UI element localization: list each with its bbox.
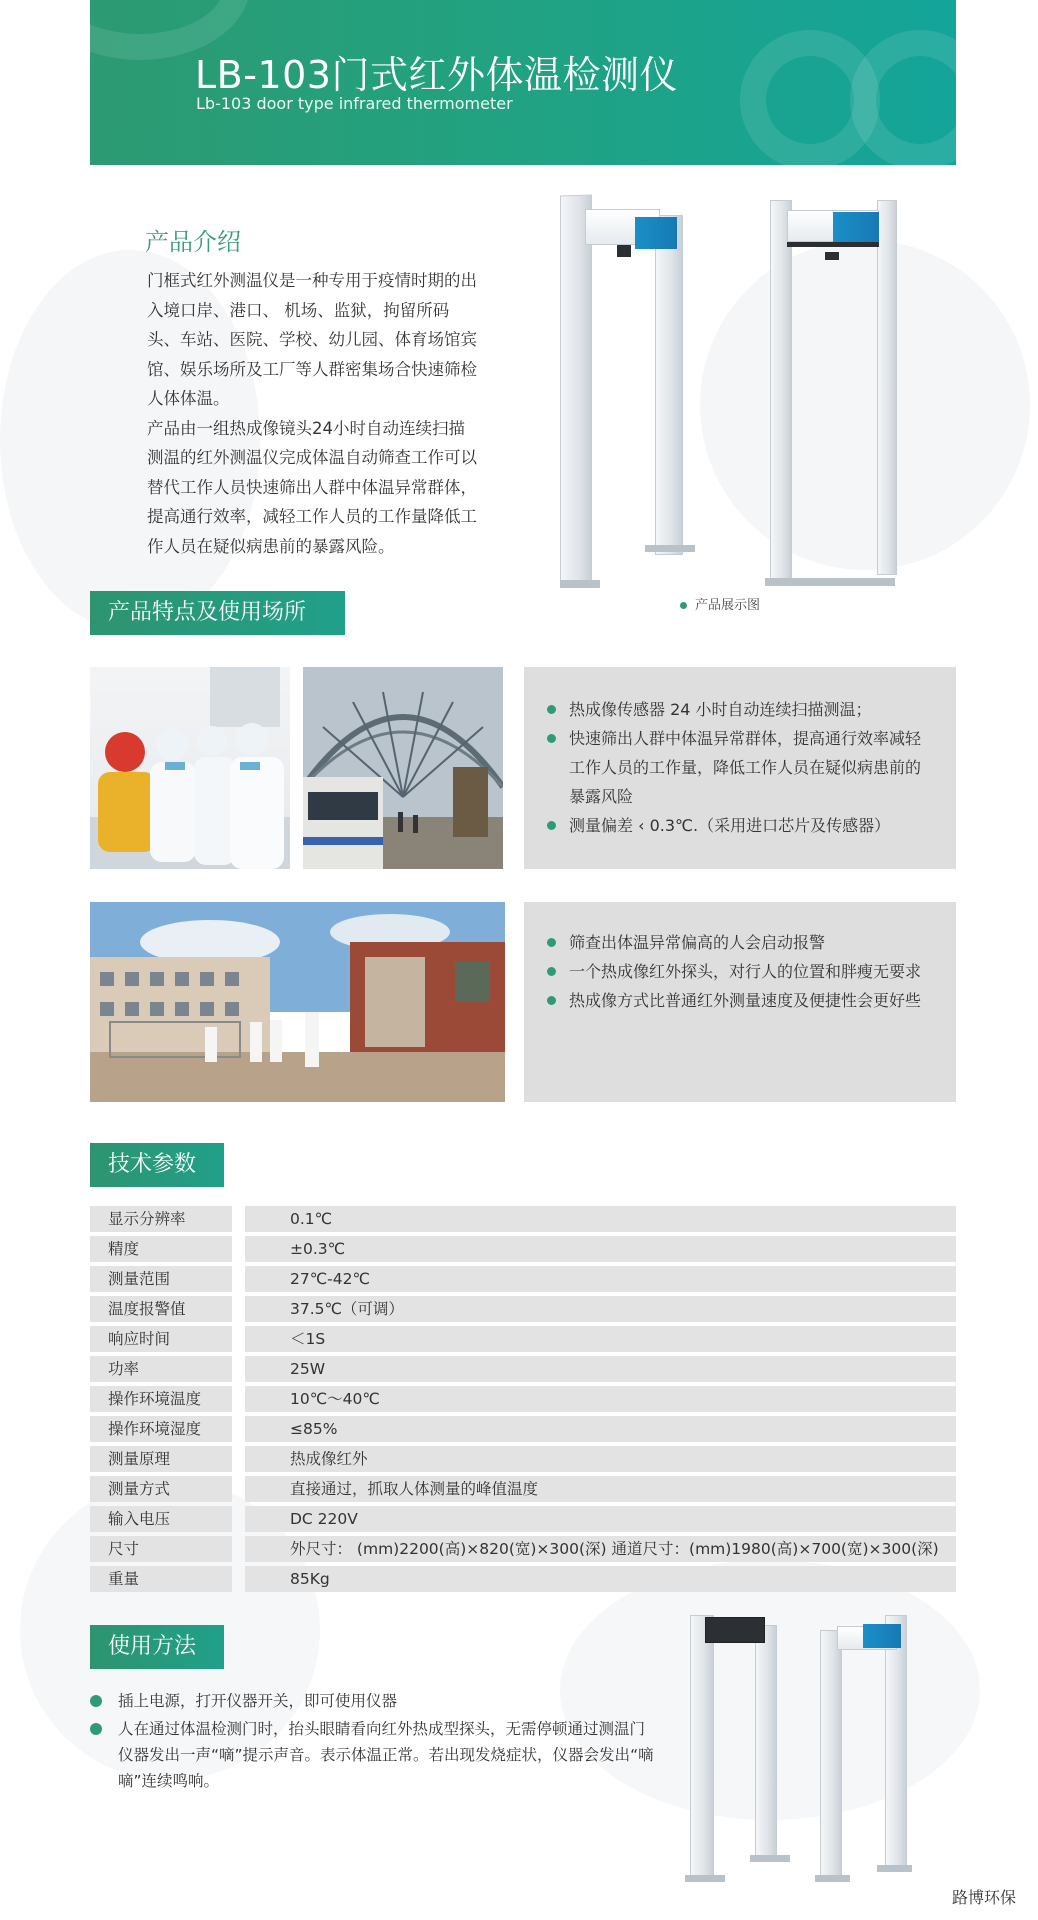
spec-row: 输入电压 DC 220V bbox=[90, 1504, 956, 1534]
feature-item: 热成像传感器 24 小时自动连续扫描测温； bbox=[545, 695, 935, 724]
intro-paragraph-2: 产品由一组热成像镜头24小时自动连续扫描测温的红外测温仪完成体温自动筛查工作可以替代工作人员快速筛出人群中体温异常群体，提高通行效率，减轻工作人员的工作量降低工作人员在疑似病患前的暴露风险。 bbox=[147, 418, 477, 556]
usage-list bbox=[90, 1688, 660, 1796]
spec-row: 操作环境温度 10℃～40℃ bbox=[90, 1384, 956, 1414]
spec-row: 精度 ±0.3℃ bbox=[90, 1234, 956, 1264]
product-door-image-4 bbox=[815, 1610, 915, 1885]
spec-row: 测量范围 27℃-42℃ bbox=[90, 1264, 956, 1294]
spec-row: 测量方式 直接通过，抓取人体测量的峰值温度 bbox=[90, 1474, 956, 1504]
spec-row: 功率 25W bbox=[90, 1354, 956, 1384]
spec-row: 温度报警值 37.5℃（可调） bbox=[90, 1294, 956, 1324]
spec-row: 显示分辨率 0.1℃ bbox=[90, 1204, 956, 1234]
product-door-image-3 bbox=[685, 1605, 795, 1885]
feature-item: 一个热成像红外探头，对行人的位置和胖瘦无要求 bbox=[545, 957, 935, 986]
product-door-image-2 bbox=[765, 200, 905, 590]
page-title: LB-103门式红外体温检测仪 bbox=[195, 53, 678, 97]
spec-row: 重量 85Kg bbox=[90, 1564, 956, 1594]
product-door-image-1 bbox=[555, 195, 705, 595]
features-tag: 产品特点及使用场所 bbox=[90, 591, 345, 635]
usage-item: 人在通过体温检测门时，抬头眼睛看向红外热成型探头，无需停顿通过测温门仪器发出一声“嘀”提示声音。表示体温正常。若出现发烧症状，仪器会发出“嘀嘀”连续鸣响。 bbox=[90, 1716, 660, 1794]
usage-item: 插上电源，打开仪器开关，即可使用仪器 bbox=[90, 1688, 660, 1714]
intro-title: 产品介绍 bbox=[145, 228, 241, 256]
product-caption: 产品展示图 bbox=[680, 594, 760, 613]
spec-row: 尺寸 外尺寸： (mm)2200(高)×820(宽)×300(深) 通道尺寸：(mm)1980(高)×700(宽)×300(深) bbox=[90, 1534, 956, 1564]
feature-item: 筛查出体温异常偏高的人会启动报警 bbox=[545, 928, 935, 957]
intro-text bbox=[147, 266, 477, 561]
photo-medical-staff bbox=[90, 667, 290, 869]
spec-table bbox=[90, 1204, 956, 1594]
usage-tag: 使用方法 bbox=[90, 1625, 224, 1669]
brand-name: 路博环保 bbox=[951, 1888, 1016, 1907]
features-list-1 bbox=[545, 695, 935, 840]
feature-item: 快速筛出人群中体温异常群体，提高通行效率减轻工作人员的工作量，降低工作人员在疑似病患前的暴露风险 bbox=[545, 724, 935, 811]
bullet-dot bbox=[680, 602, 687, 609]
specs-tag: 技术参数 bbox=[90, 1143, 224, 1187]
spec-row: 响应时间 ＜1S bbox=[90, 1324, 956, 1354]
spec-row: 测量原理 热成像红外 bbox=[90, 1444, 956, 1474]
feature-item: 热成像方式比普通红外测量速度及便捷性会更好些 bbox=[545, 986, 935, 1015]
spec-row: 操作环境湿度 ≤85% bbox=[90, 1414, 956, 1444]
photo-school-gate bbox=[90, 902, 505, 1102]
features-list-2 bbox=[545, 928, 935, 1015]
feature-item: 测量偏差 ‹ 0.3℃.（采用进口芯片及传感器） bbox=[545, 811, 935, 840]
header-banner bbox=[90, 0, 956, 165]
intro-paragraph-1: 门框式红外测温仪是一种专用于疫情时期的出入境口岸、港口、 机场、监狱，拘留所码头、车站、医院、学校、幼儿园、体育场馆宾馆、娱乐场所及工厂等人群密集场合快速筛检人体体温。 bbox=[147, 271, 477, 408]
photo-train-station bbox=[303, 667, 503, 869]
page-subtitle: Lb-103 door type infrared thermometer bbox=[196, 94, 513, 113]
